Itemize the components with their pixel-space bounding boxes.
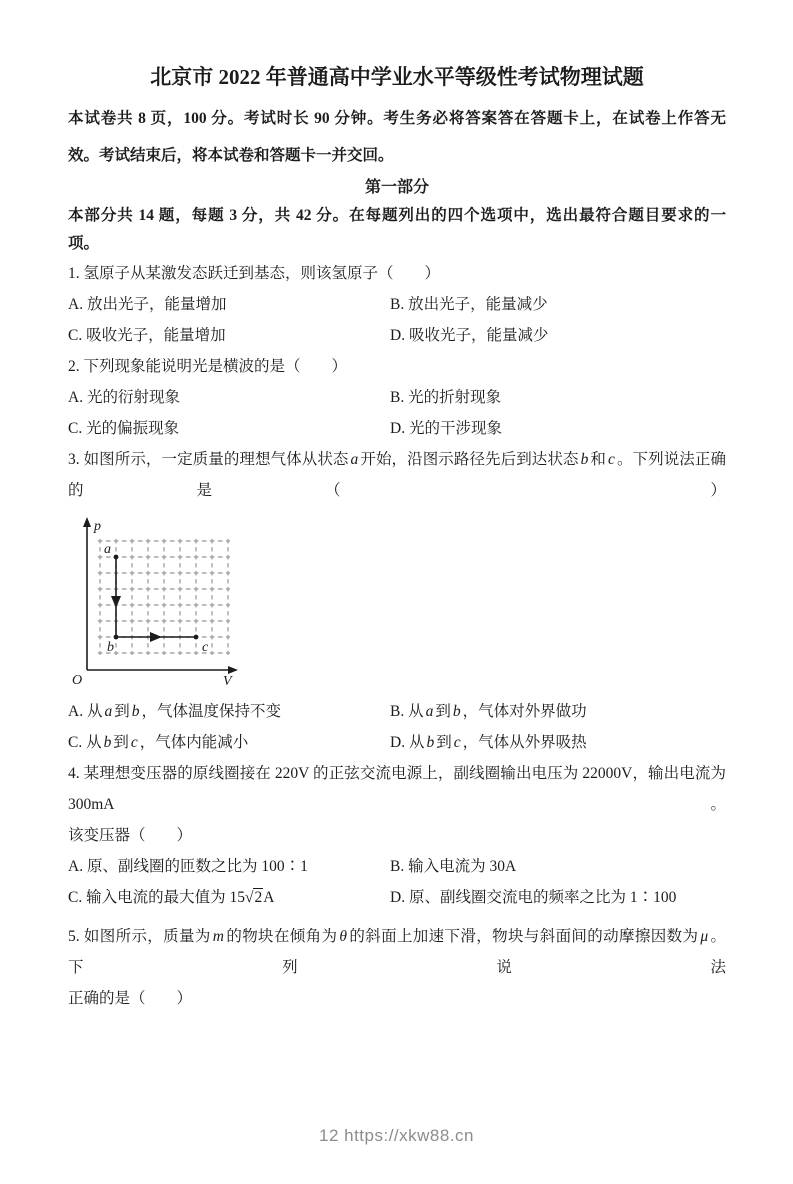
question-2-option-b: B. 光的折射现象 xyxy=(390,389,502,406)
page-footer-watermark: 12 https://xkw88.cn xyxy=(318,1126,475,1145)
question-3-options-row-2 xyxy=(68,727,726,758)
question-3-option-b: B. 从 a 到 b ，气体对外界做功 xyxy=(390,703,587,720)
question-4-stem-line-1: 4. 某理想变压器的原线圈接在 220V 的正弦交流电源上，副线圈输出电压为 22000V，输出电流为 300mA。 xyxy=(68,765,726,813)
question-1-option-b: B. 放出光子，能量减少 xyxy=(390,296,548,313)
point-b-label: b xyxy=(107,640,114,655)
question-4-option-b: B. 输入电流为 30A xyxy=(390,858,517,875)
question-2-options-row-2 xyxy=(68,413,726,444)
notice-line-2: 效。考试结束后，将本试卷和答题卡一并交回。 xyxy=(68,147,394,164)
origin-label: O xyxy=(72,673,83,688)
question-3-option-a: A. 从 a 到 b ，气体温度保持不变 xyxy=(68,703,281,720)
notice-line-1: 本试卷共 8 页，100 分。考试时长 90 分钟。考生务必将答案答在答题卡上，在试卷上作答无 xyxy=(68,110,726,127)
part-desc-line-1: 本部分共 14 题，每题 3 分，共 42 分。在每题列出的四个选项中，选出最符合题目要求的一 xyxy=(68,207,726,224)
question-1-option-d: D. 吸收光子，能量减少 xyxy=(390,327,549,344)
question-1-option-a: A. 放出光子，能量增加 xyxy=(68,296,227,313)
question-4-option-d: D. 原、副线圈交流电的频率之比为 1∶100 xyxy=(390,889,677,906)
exam-page xyxy=(0,62,793,1014)
question-1-option-c: C. 吸收光子，能量增加 xyxy=(68,327,226,344)
question-2-option-a: A. 光的衍射现象 xyxy=(68,389,180,406)
x-axis-arrow-icon xyxy=(228,666,238,674)
down-arrow-icon xyxy=(111,596,121,608)
question-1-options-row-1 xyxy=(68,289,726,320)
point-b xyxy=(114,635,119,640)
point-c xyxy=(194,635,199,640)
question-4 xyxy=(68,758,726,913)
question-2-option-c: C. 光的偏振现象 xyxy=(68,420,180,437)
pv-diagram-svg xyxy=(70,516,252,688)
question-3-options-row-1 xyxy=(68,696,726,727)
question-2-stem: 2. 下列现象能说明光是横波的是（ ） xyxy=(68,358,348,375)
question-4-option-c: C. 输入电流的最大值为 15√2A xyxy=(68,889,275,906)
question-4-options-row-1 xyxy=(68,851,726,882)
question-4-stem-line-2: 该变压器（ ） xyxy=(68,827,193,844)
y-axis-label: p xyxy=(94,519,101,534)
part-desc-line-2: 项。 xyxy=(68,235,100,252)
question-2-options-row-1 xyxy=(68,382,726,413)
question-2-option-d: D. 光的干涉现象 xyxy=(390,420,502,437)
question-2 xyxy=(68,351,726,444)
exam-notice xyxy=(68,100,726,174)
point-c-label: c xyxy=(202,640,209,655)
pv-diagram xyxy=(70,516,252,688)
question-5 xyxy=(68,921,726,1014)
process-path xyxy=(116,557,196,637)
question-4-option-a: A. 原、副线圈的匝数之比为 100∶1 xyxy=(68,858,308,875)
right-arrow-icon xyxy=(150,632,162,642)
question-5-stem-line-2: 正确的是（ ） xyxy=(68,990,193,1007)
question-3-stem: 3. 如图所示，一定质量的理想气体从状态 a 开始，沿图示路径先后到达状态 b 和 c 。下列说法正确的是（ ） xyxy=(68,451,726,499)
question-3-option-d: D. 从 b 到 c ，气体从外界吸热 xyxy=(390,734,587,751)
x-axis-label: V xyxy=(223,674,232,688)
point-a-label: a xyxy=(104,542,111,557)
question-1-options-row-2 xyxy=(68,320,726,351)
question-1 xyxy=(68,258,726,351)
part-one-description xyxy=(68,202,726,258)
question-1-stem: 1. 氢原子从某激发态跃迁到基态，则该氢原子（ ） xyxy=(68,265,441,282)
question-4-options-row-2 xyxy=(68,882,726,913)
question-3-option-c: C. 从 b 到 c ，气体内能减小 xyxy=(68,734,249,751)
part-one-heading: 第一部分 xyxy=(364,179,429,196)
exam-title: 北京市 2022 年普通高中学业水平等级性考试物理试题 xyxy=(150,65,644,89)
question-3 xyxy=(68,444,726,758)
question-5-stem-line-1: 5. 如图所示，质量为 m 的物块在倾角为 θ 的斜面上加速下滑，物块与斜面间的动摩擦因数为 μ 。下列说法 xyxy=(68,928,726,976)
point-a xyxy=(114,555,119,560)
y-axis-arrow-icon xyxy=(83,517,91,527)
